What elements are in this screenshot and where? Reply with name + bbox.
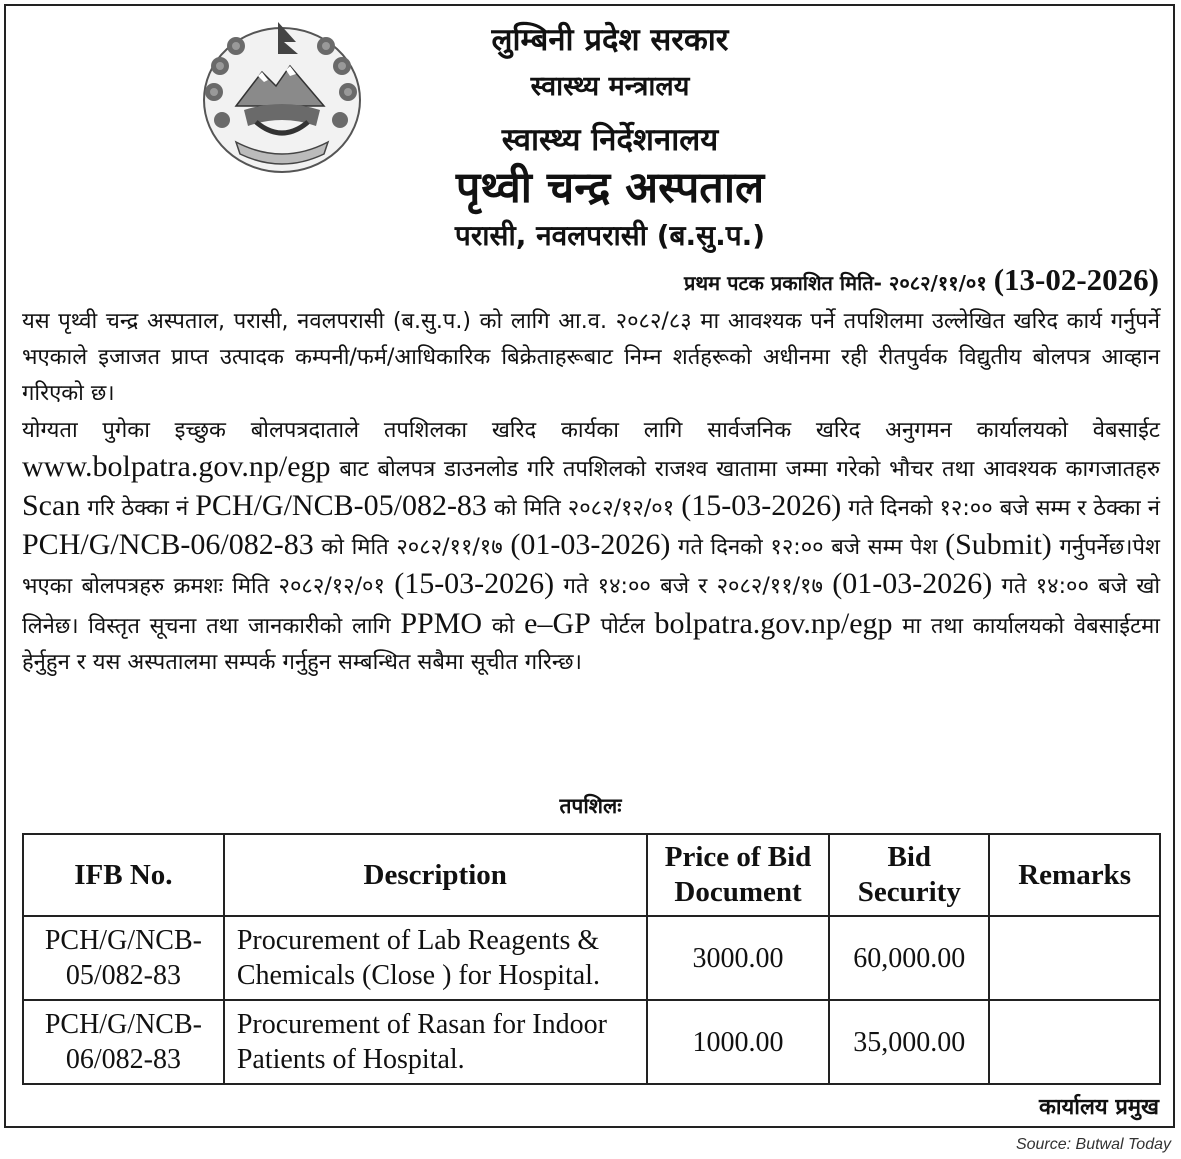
table-row — [23, 916, 1160, 1000]
notice-text: गते १४:०० बजे र २०८२/११/१७ — [563, 574, 823, 600]
col-header-price — [647, 834, 830, 916]
notice-text: मा तथा कार्यालयको वेबसाईटमा हेर्नुहुन र यस अस्पतालमा सम्पर्क गर्नुहुन सम्बन्धित सबैमा सूचीत गरिन्छ। — [22, 613, 1161, 675]
hospital-name: पृथ्वी चन्द्र अस्पताल — [455, 163, 765, 213]
description-line: Procurement of Rasan for Indoor — [236, 1009, 607, 1040]
hospital-address: परासी, नवलपरासी (ब.सु.प.) — [454, 219, 766, 252]
bolpatra-url-2: bolpatra.gov.np/egp — [654, 606, 893, 640]
notice-text: को मिति २०८२/११/१७ — [321, 535, 503, 561]
cell-price: 1000.00 — [647, 1000, 830, 1084]
opening-date-1: (15-03-2026) — [394, 567, 555, 601]
office-chief-signoff: कार्यालय प्रमुख — [1038, 1095, 1159, 1120]
col-header-security — [829, 834, 989, 916]
col-header-security-line1: Bid — [887, 841, 932, 873]
schedule-title: तपशिलः — [559, 794, 622, 818]
cell-remarks — [989, 1000, 1160, 1084]
col-header-description: Description — [224, 834, 647, 916]
col-header-security-line2: Security — [857, 876, 961, 908]
deadline-date-2: (01-03-2026) — [510, 528, 671, 562]
directorate-title: स्वास्थ्य निर्देशनालय — [501, 122, 719, 158]
ifb-number-1: PCH/G/NCB-05/082-83 — [195, 489, 487, 523]
bid-schedule-table — [22, 833, 1161, 1085]
province-government-title: लुम्बिनी प्रदेश सरकार — [491, 22, 729, 58]
ifb-line: 05/082-83 — [65, 960, 181, 991]
notice-text: गरि ठेक्का नं — [87, 496, 189, 522]
notice-text: को — [491, 613, 515, 639]
table-row — [23, 1000, 1160, 1084]
cell-security: 35,000.00 — [829, 1000, 989, 1084]
table-header-row — [23, 834, 1160, 916]
ppmo-word: PPMO — [400, 606, 483, 640]
notice-text: बाट बोलपत्र डाउनलोड गरि तपशिलको राजश्व खातामा जम्मा गरेको भौचर तथा आवश्यक कागजातहरु — [339, 456, 1161, 482]
notice-paragraph-1: यस पृथ्वी चन्द्र अस्पताल, परासी, नवलपरासी (ब.सु.प.) को लागि आ.व. २०८२/८३ मा आवश्यक पर्ने तपशिलमा उल्लेखित खरिद कार्य गर्नुपर्ने भएकाले इजाजत प्राप्त उत्पादक कम्पनी/फर्म/आधिकारिक बिक्रेताहरूबाट निम्न शर्तहरूको अधीनमा रही रीतपुर्वक विद्युतीय बोलपत्र आव्हान गरिएको छ। — [22, 309, 1160, 407]
notice-text: गते दिनको १२:०० बजे सम्म पेश — [677, 535, 938, 561]
cell-ifb — [23, 1000, 224, 1084]
cell-description — [224, 1000, 647, 1084]
notice-paragraph-2 — [22, 413, 1160, 681]
publication-date-label: प्रथम पटक प्रकाशित मिति- — [684, 271, 882, 295]
notice-text: योग्यता पुगेका इच्छुक बोलपत्रदाताले तपशिलका खरिद कार्यका लागि सार्वजनिक खरिद अनुगमन कार्यालयको वेबसाईट — [22, 417, 1160, 443]
cell-description — [224, 916, 647, 1000]
submit-word: (Submit) — [945, 528, 1052, 562]
notice-text: पोर्टल — [600, 613, 645, 639]
cell-remarks — [989, 916, 1160, 1000]
description-line: Chemicals (Close ) for Hospital. — [236, 960, 600, 991]
col-header-remarks: Remarks — [989, 834, 1160, 916]
notice-text: गते १४:०० बजे खो लिनेछ। विस्तृत सूचना तथा जानकारीको लागि — [22, 574, 1161, 639]
ifb-line: 06/082-83 — [65, 1044, 181, 1075]
ifb-line: PCH/G/NCB- — [44, 1009, 202, 1040]
notice-text: गते दिनको १२:०० बजे सम्म र ठेक्का नं — [848, 496, 1160, 522]
nepal-emblem-icon — [196, 14, 368, 176]
opening-date-2: (01-03-2026) — [832, 567, 993, 601]
publication-date — [684, 262, 1159, 298]
bolpatra-url: www.bolpatra.gov.np/egp — [22, 449, 331, 483]
egp-word: e–GP — [524, 606, 591, 640]
scan-word: Scan — [22, 489, 81, 523]
publication-date-bs: २०८२/११/०१ — [888, 271, 987, 295]
notice-text: को मिति २०८२/१२/०१ — [494, 496, 675, 522]
ministry-title: स्वास्थ्य मन्त्रालय — [530, 71, 690, 102]
col-header-price-line2: Document — [674, 876, 802, 908]
cell-security: 60,000.00 — [829, 916, 989, 1000]
ifb-number-2: PCH/G/NCB-06/082-83 — [22, 528, 314, 562]
notice-body — [22, 304, 1160, 681]
description-line: Procurement of Lab Reagents & — [236, 925, 600, 956]
ifb-line: PCH/G/NCB- — [44, 925, 202, 956]
source-credit: Source: Butwal Today — [1015, 1136, 1171, 1153]
publication-date-ad: (13-02-2026) — [993, 262, 1159, 297]
col-header-price-line1: Price of Bid — [664, 841, 812, 873]
notice-text: गर्नुपर्नेछ।पेश भएका बोलपत्रहरु क्रमशः मिति २०८२/१२/०१ — [22, 535, 1160, 600]
deadline-date-1: (15-03-2026) — [681, 489, 842, 523]
description-line: Patients of Hospital. — [236, 1044, 465, 1075]
col-header-ifb: IFB No. — [23, 834, 224, 916]
cell-ifb — [23, 916, 224, 1000]
cell-price: 3000.00 — [647, 916, 830, 1000]
